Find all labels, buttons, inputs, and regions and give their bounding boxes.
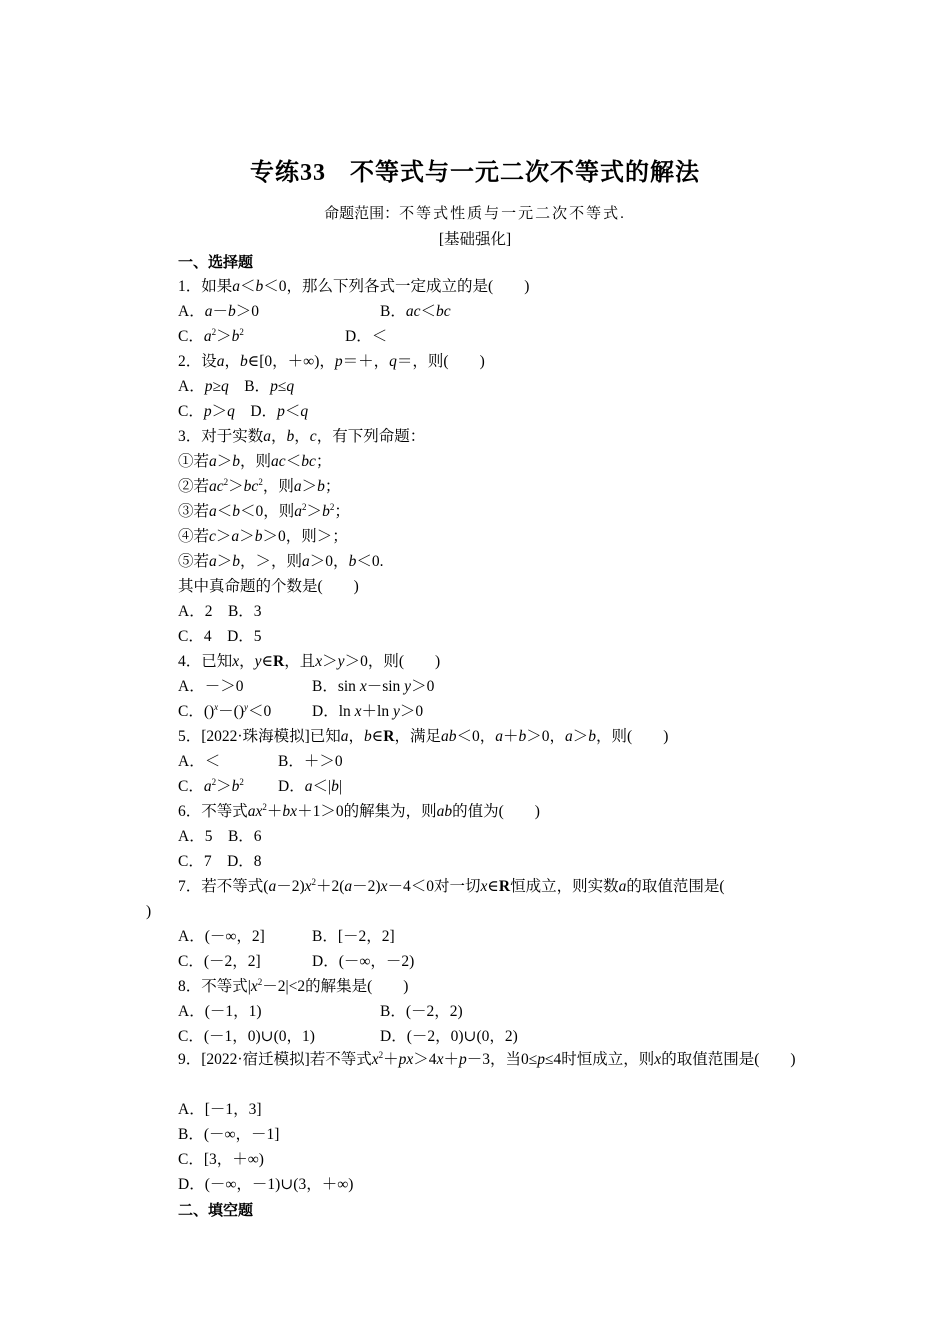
q2-stem: 2．设a，b∈[0，＋∞)，p＝＋，q＝，则( )	[178, 353, 485, 370]
section-choice-heading: 一、选择题	[178, 253, 254, 271]
q7-stem: 7．若不等式$(a-2)x^2+2(a-2)x-4<0$对一切x∈R恒成立，则实数a的取值范围是(	[178, 877, 725, 895]
q4-option-b: B．sin x－sin y＞0	[312, 678, 435, 695]
q5-option-a: A．＜	[178, 753, 221, 770]
q4-option-d: D．ln x＋ln y＞0	[312, 703, 424, 720]
q8-option-a: A．(－1，1)	[178, 1003, 262, 1020]
q9-option-c: C．[3，＋∞)	[178, 1151, 264, 1168]
q8-option-b: B．(－2，2)	[380, 1003, 463, 1020]
q3-proposition-2: ②若$ac^2>bc^2$，则a＞b；	[178, 477, 341, 495]
q6-options-cd: C．7 D．8	[178, 853, 262, 870]
scope-text: 不等式性质与一元二次不等式.	[399, 206, 626, 222]
q3-proposition-4: ④若c＞a＞b＞0，则＞；	[178, 528, 348, 545]
q9-stem: 9．[2022·宿迁模拟]若不等式$x^2+px>4x+p-3$，当0≤p≤4时恒成立，则x的取值范围是( )	[178, 1050, 796, 1068]
q8-stem: 8．不等式$|x^2-2|<2$的解集是( )	[178, 977, 409, 995]
section-fill-heading: 二、填空题	[178, 1201, 254, 1219]
q3-question: 其中真命题的个数是( )	[178, 578, 359, 595]
q3-stem: 3．对于实数a，b，c，有下列命题：	[178, 428, 426, 445]
q3-options-cd: C．4 D．5	[178, 628, 262, 645]
q3-options-ab: A．2 B．3	[178, 603, 262, 620]
q5-stem: 5．[2022·珠海模拟]已知a，b∈R，满足ab＜0，a＋b＞0，a＞b，则( )	[178, 728, 669, 745]
title-number: 专练33	[250, 160, 326, 186]
q1-option-b: B．ac＜bc	[380, 303, 451, 320]
q7-stem-wrap: )	[146, 903, 152, 920]
q7-option-a: A．(－∞，2]	[178, 928, 265, 945]
q5-option-d: D．a＜|b|	[278, 778, 342, 795]
q6-stem: 6．不等式$ax^2+bx+1>0$的解集为，则ab的值为( )	[178, 802, 540, 820]
q2-options-ab: A．p≥q B．p≤q	[178, 378, 295, 395]
scope-line	[0, 202, 950, 223]
q7-option-c: C．(－2，2]	[178, 953, 261, 970]
q7-option-d: D．(－∞，－2)	[312, 953, 415, 970]
q3-proposition-1: ①若a＞b，则ac＜bc；	[178, 453, 332, 470]
q2-options-cd: C．p＞q D．p＜q	[178, 403, 309, 420]
q9-option-b: B．(－∞，－1]	[178, 1126, 280, 1143]
q8-option-c: C．(－1，0)∪(0，1)	[178, 1028, 315, 1045]
q1-option-c: C．$a^2>b^2$	[178, 327, 244, 345]
q7-option-b: B．[－2，2]	[312, 928, 395, 945]
q3-proposition-3: ③若a＜b＜0，则$a^2>b^2$；	[178, 502, 350, 520]
q5-option-c: C．$a^2>b^2$	[178, 777, 244, 795]
q1-option-d: D．＜	[345, 328, 388, 345]
q5-option-b: B．＋＞0	[278, 753, 343, 770]
section-tag: [基础强化]	[438, 231, 512, 248]
q9-option-d: D．(－∞，－1)∪(3，＋∞)	[178, 1176, 354, 1193]
title-text: 不等式与一元二次不等式的解法	[350, 160, 700, 186]
q1-stem: 1．如果a＜b＜0，那么下列各式一定成立的是( )	[178, 278, 530, 295]
q1-option-a: A．a－b＞0	[178, 303, 259, 320]
q8-option-d: D．(－2，0)∪(0，2)	[380, 1028, 518, 1045]
q4-stem: 4．已知x，y∈R，且x＞y＞0，则( )	[178, 653, 441, 670]
scope-label: 命题范围：	[324, 206, 400, 222]
q9-option-a: A．[－1，3]	[178, 1101, 262, 1118]
q4-option-a: A．－＞0	[178, 678, 244, 695]
q4-option-c: C．()$^x$－()$^y$＜0	[178, 702, 272, 720]
page-title	[0, 152, 950, 187]
q3-proposition-5: ⑤若a＞b，＞，则a＞0，b＜0.	[178, 553, 384, 570]
q6-options-ab: A．5 B．6	[178, 828, 262, 845]
